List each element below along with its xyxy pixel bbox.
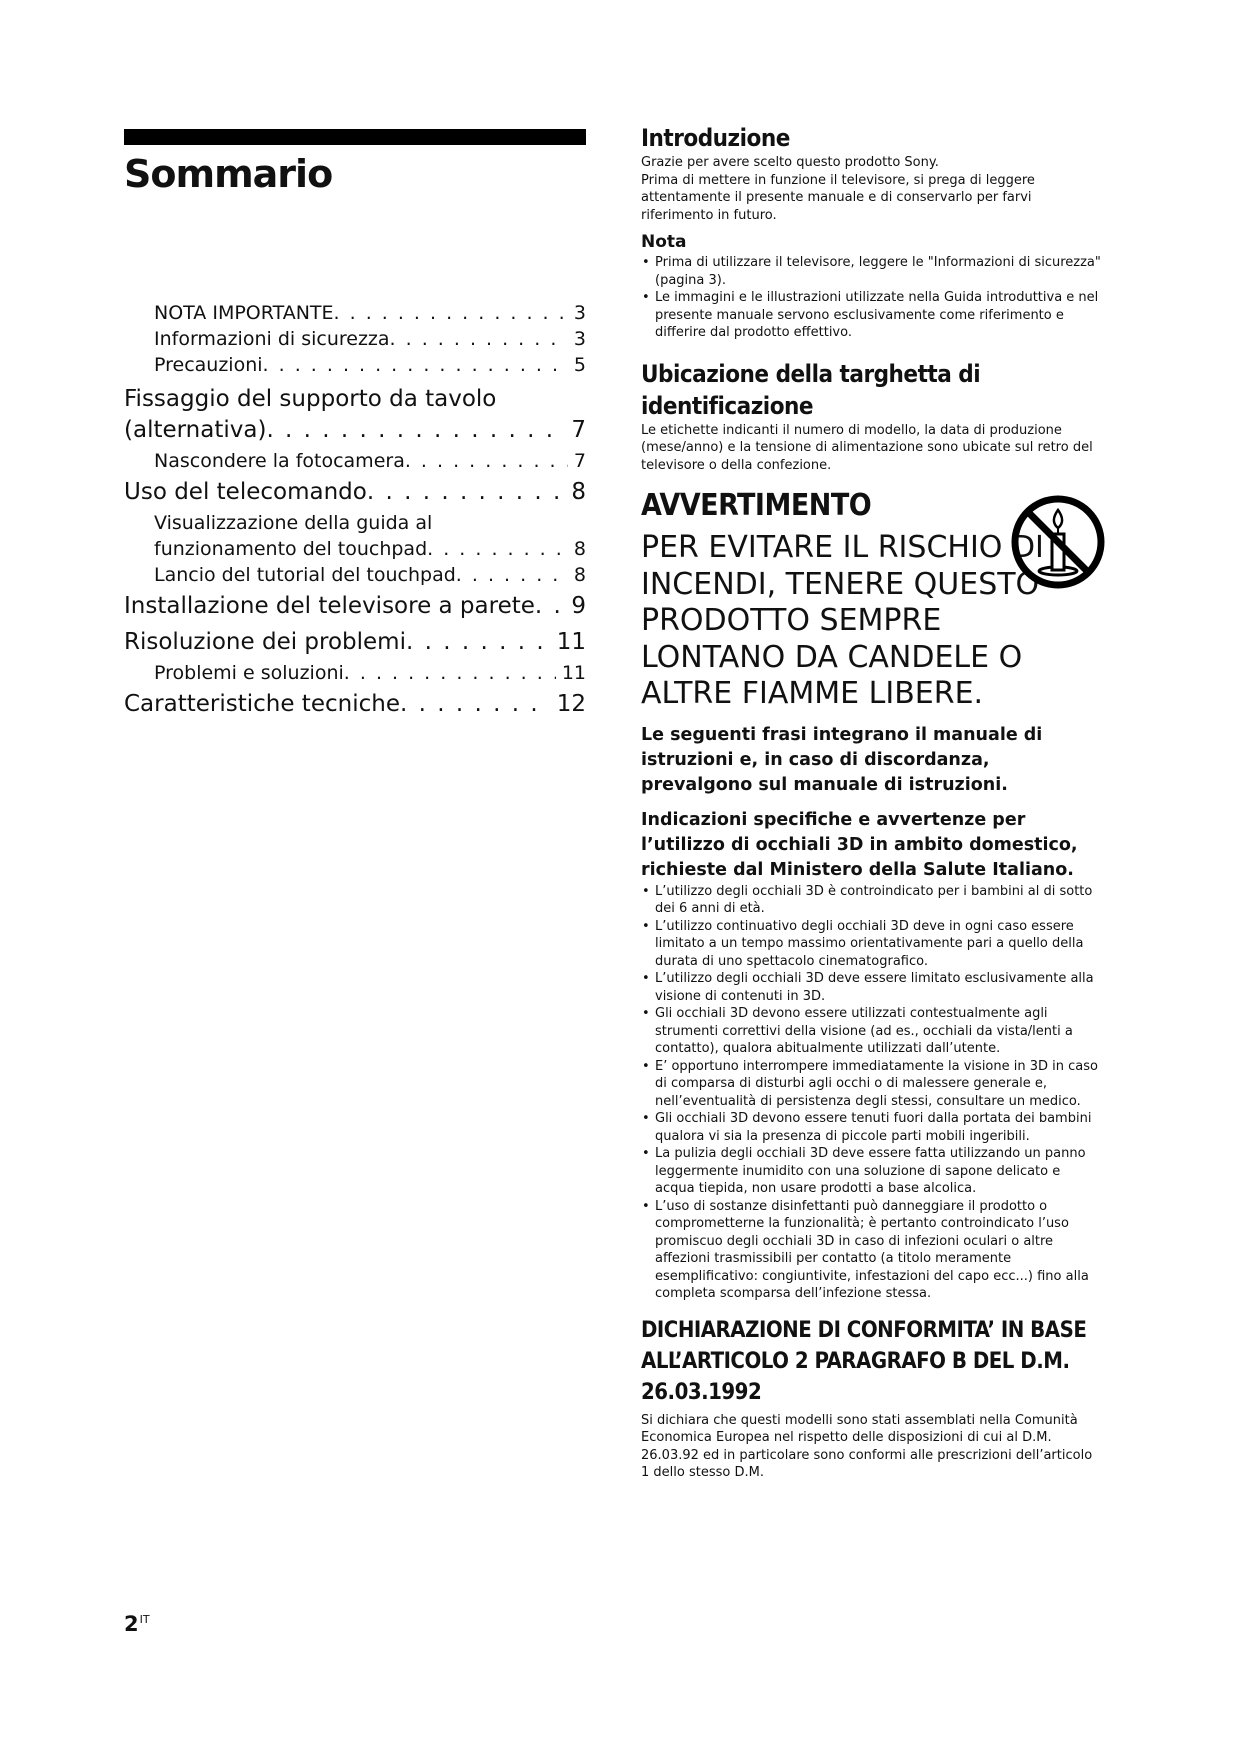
- toc-entry-label-line1: Fissaggio del supporto da tavolo: [124, 386, 497, 412]
- toc-entry-label: Precauzioni: [154, 354, 263, 376]
- toc-entry-installazione-parete[interactable]: [124, 588, 586, 624]
- toc-entry-page: 8: [571, 479, 586, 505]
- toc-entry-label-line2: (alternativa): [124, 417, 267, 443]
- list-item: • Gli occhiali 3D devono essere utilizzati contestualmente agli strumenti correttivi della visione (ad es., occhiali da vista/lenti a contatto), qualora abitualmente utilizzati dall’utente.: [641, 1005, 1101, 1058]
- toc-entry-label: Lancio del tutorial del touchpad: [154, 564, 456, 586]
- toc-entry-tutorial-touchpad[interactable]: [154, 562, 586, 588]
- toc-entry-page: 5: [573, 354, 586, 376]
- toc-entry-page: 11: [556, 629, 586, 655]
- ubicazione-text: Le etichette indicanti il numero di modello, la data di produzione (mese/anno) e la tensione di alimentazione sono ubicate sul retro del televisore o della confezione.: [641, 422, 1093, 473]
- avvertimento-heading: AVVERTIMENTO: [641, 488, 872, 523]
- intro-para-1: Grazie per avere scelto questo prodotto Sony.: [641, 155, 939, 170]
- list-item: • L’utilizzo degli occhiali 3D deve essere limitato esclusivamente alla visione di contenuti in 3D.: [641, 970, 1101, 1005]
- list-item: • La pulizia degli occhiali 3D deve essere fatta utilizzando un panno leggermente inumidito con una soluzione di sapone delicato e acqua tiepida, non usare prodotti a base alcolica.: [641, 1145, 1101, 1198]
- list-item: • Le immagini e le illustrazioni utilizzate nella Guida introduttiva e nel presente manuale servono esclusivamente come riferimento e differire dal prodotto effettivo.: [641, 289, 1101, 342]
- toc-entry-problemi-soluzioni[interactable]: [154, 660, 586, 686]
- toc-entry-precauzioni[interactable]: [154, 352, 586, 378]
- toc-entry-page: 12: [556, 691, 586, 717]
- toc-entry-uso-telecomando[interactable]: [124, 474, 586, 510]
- avvertimento-text: PER EVITARE IL RISCHIO DI INCENDI, TENERE QUESTO PRODOTTO SEMPRE LONTANO DA CANDELE O ALTRE FIAMME LIBERE.: [641, 530, 1044, 711]
- toc-entry-label: Installazione del televisore a parete: [124, 593, 535, 619]
- toc-entry-page: 3: [573, 328, 586, 350]
- toc-entry-label-line2: funzionamento del touchpad: [154, 538, 428, 560]
- toc-entry-risoluzione-problemi[interactable]: [124, 624, 586, 660]
- toc-entry-guida-touchpad[interactable]: [154, 510, 586, 562]
- list-item: • Gli occhiali 3D devono essere tenuti fuori dalla portata dei bambini qualora vi sia la presenza di piccole parti mobili ingeribili.: [641, 1110, 1101, 1145]
- intro-para-2: Prima di mettere in funzione il televisore, si prega di leggere attentamente il presente manuale e di conservarlo per farvi riferimento in futuro.: [641, 172, 1035, 223]
- toc-entry-caratteristiche-tecniche[interactable]: [124, 686, 586, 722]
- toc-entry-page: 7: [571, 417, 586, 443]
- toc-entry-page: 11: [561, 662, 586, 684]
- nota-heading: Nota: [641, 232, 687, 252]
- glasses3d-list: [641, 883, 1101, 1303]
- intro-heading: Introduzione: [641, 124, 790, 152]
- nota-list: [641, 254, 1101, 342]
- content-column: [641, 122, 1101, 1482]
- list-item: • Prima di utilizzare il televisore, leggere le "Informazioni di sicurezza" (pagina 3).: [641, 254, 1101, 289]
- toc-entry-page: 8: [573, 538, 586, 560]
- toc-entry-page: 9: [571, 593, 586, 619]
- dichiarazione-heading: DICHIARAZIONE DI CONFORMITA’ IN BASE ALL’ARTICOLO 2 PARAGRAFO B DEL D.M. 26.03.1992: [641, 1317, 1087, 1405]
- toc-entry-page: 8: [573, 564, 586, 586]
- toc-entry-page: 3: [573, 302, 586, 324]
- list-item: • L’utilizzo continuativo degli occhiali 3D deve in ogni caso essere limitato a un tempo massimo orientativamente pari a quello della durata di uno spettacolo cinematografico.: [641, 918, 1101, 971]
- toc-entry-nascondere-fotocamera[interactable]: [154, 448, 586, 474]
- toc-entry-fissaggio-supporto[interactable]: [124, 384, 586, 446]
- glasses3d-heading: Indicazioni specifiche e avvertenze per l’utilizzo di occhiali 3D in ambito domestico, richieste dal Ministero della Salute Italiano.: [641, 809, 1078, 880]
- toc-entry-label: Problemi e soluzioni: [154, 662, 344, 684]
- page-number: $2^{IT}$: [124, 1612, 150, 1636]
- toc-entry-label: Uso del telecomando: [124, 479, 367, 505]
- no-open-flame-icon: [1008, 492, 1108, 592]
- table-of-contents: [124, 300, 586, 722]
- toc-entry-label: Risoluzione dei problemi: [124, 629, 406, 655]
- title-rule: [124, 129, 586, 145]
- toc-entry-label: Caratteristiche tecniche: [124, 691, 400, 717]
- ubicazione-heading: Ubicazione della targhetta di identificazione: [641, 359, 981, 420]
- avvertimento-block: [641, 488, 1101, 713]
- toc-title: Sommario: [124, 152, 333, 196]
- toc-entry-informazioni-sicurezza[interactable]: [154, 326, 586, 352]
- dichiarazione-text: Si dichiara che questi modelli sono stati assemblati nella Comunità Economica Europea nel rispetto delle disposizioni di cui al D.M. 26.03.92 ed in particolare sono conformi alle prescrizioni dell’articolo 1 dello stesso D.M.: [641, 1412, 1093, 1480]
- list-item: • E’ opportuno interrompere immediatamente la visione in 3D in caso di comparsa di disturbi agli occhi o di malessere generale e, nell’eventualità di persistenza degli stessi, consultare un medico.: [641, 1058, 1101, 1111]
- toc-entry-label: Informazioni di sicurezza: [154, 328, 390, 350]
- list-item: • L’utilizzo degli occhiali 3D è controindicato per i bambini al di sotto dei 6 anni di età.: [641, 883, 1101, 918]
- toc-entry-label: NOTA IMPORTANTE: [154, 302, 334, 324]
- toc-entry-label-line1: Visualizzazione della guida al: [154, 512, 433, 534]
- toc-entry-nota-importante[interactable]: [154, 300, 586, 326]
- toc-entry-label: Nascondere la fotocamera: [154, 450, 405, 472]
- list-item: • L’uso di sostanze disinfettanti può danneggiare il prodotto o comprometterne la funzionalità; è pertanto controindicato l’uso promiscuo degli occhiali 3D in caso di infezioni oculari o altre affezioni trasmissibili per contatto (a titolo meramente esemplificativo: congiuntivite, infestazioni del capo ecc...) fino alla completa scomparsa dell’infezione stessa.: [641, 1198, 1101, 1303]
- supplement-text: Le seguenti frasi integrano il manuale di istruzioni e, in caso di discordanza, prevalgono sul manuale di istruzioni.: [641, 724, 1043, 795]
- toc-entry-page: 7: [573, 450, 586, 472]
